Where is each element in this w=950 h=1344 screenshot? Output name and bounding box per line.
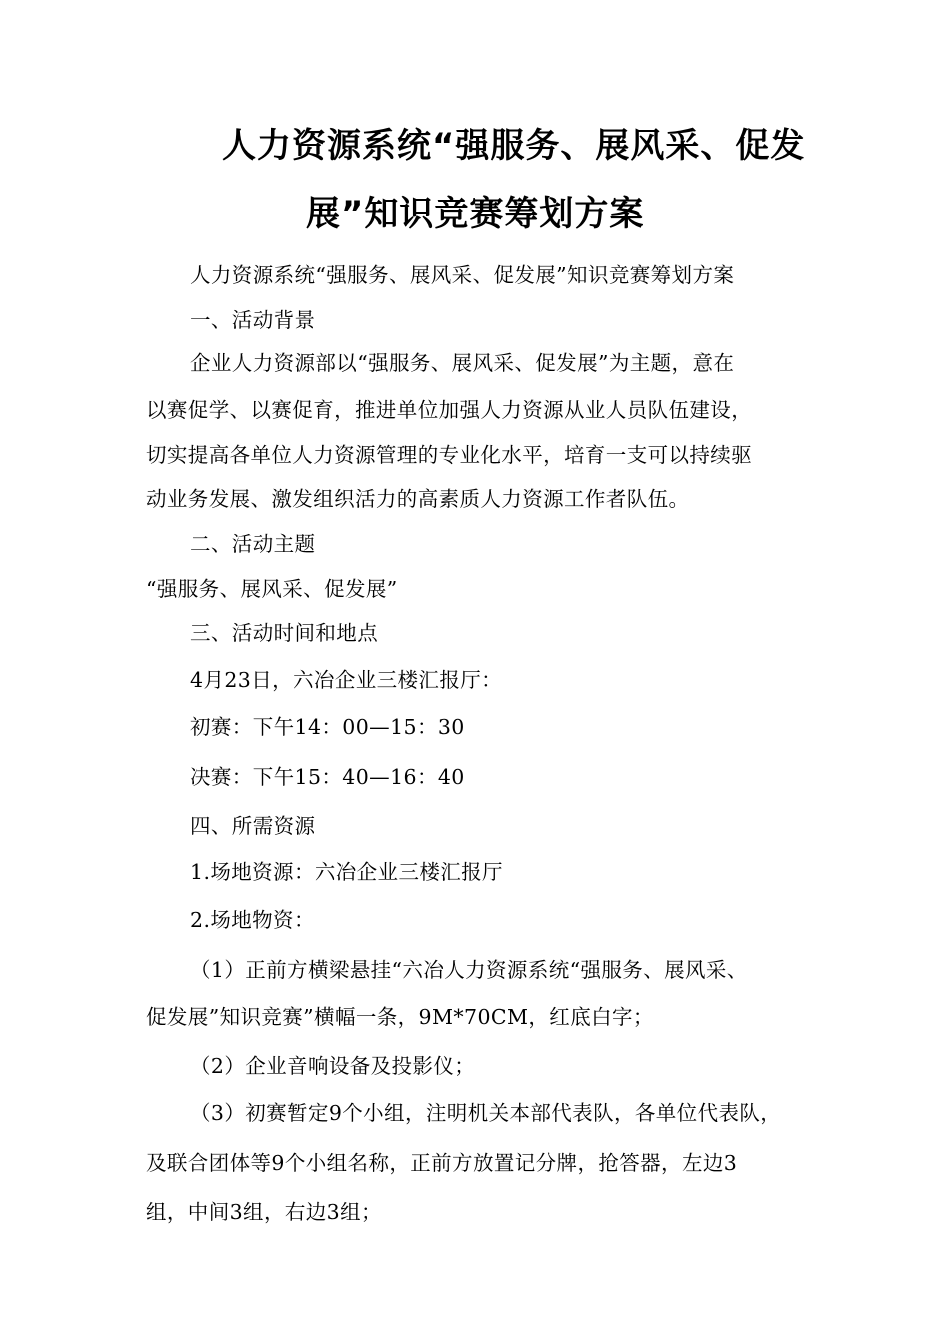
- section-heading-resources: 四、所需资源: [190, 814, 316, 838]
- subtitle-line: 人力资源系统“强服务、展风采、促发展”知识竞赛筹划方案: [190, 263, 735, 287]
- document-title-line-2: 展”知识竞赛筹划方案: [306, 194, 645, 234]
- date-location-line: 4月23日，六冶企业三楼汇报厅：: [190, 668, 503, 692]
- list-item: （3）初赛暂定9个小组，注明机关本部代表队，各单位代表队，: [190, 1101, 782, 1125]
- section-heading-theme: 二、活动主题: [190, 532, 316, 556]
- list-item-continuation: 组，中间3组，右边3组；: [146, 1200, 382, 1224]
- list-item: 1.场地资源：六冶企业三楼汇报厅: [190, 860, 503, 884]
- preliminary-time-line: 初赛：下午14：00—15：30: [190, 715, 465, 739]
- list-item: 2.场地物资：: [190, 908, 315, 932]
- section-heading-background: 一、活动背景: [190, 308, 316, 332]
- paragraph-line: 企业人力资源部以“强服务、展风采、促发展”为主题，意在: [190, 351, 735, 375]
- paragraph-line: 动业务发展、激发组织活力的高素质人力资源工作者队伍。: [146, 487, 690, 511]
- paragraph-line: 以赛促学、以赛促育，推进单位加强人力资源从业人员队伍建设，: [146, 398, 753, 422]
- section-heading-time-place: 三、活动时间和地点: [190, 621, 379, 645]
- list-item-continuation: 及联合团体等9个小组名称，正前方放置记分牌，抢答器，左边3: [146, 1151, 738, 1175]
- paragraph-line: 切实提高各单位人力资源管理的专业化水平，培育一支可以持续驱: [146, 443, 753, 467]
- document-title-line-1: 人力资源系统“强服务、展风采、促发: [222, 126, 806, 166]
- theme-text: “强服务、展风采、促发展”: [146, 577, 398, 601]
- list-item: （1）正前方横梁悬挂“六冶人力资源系统“强服务、展风采、: [190, 958, 748, 982]
- list-item: （2）企业音响设备及投影仪；: [190, 1054, 476, 1078]
- final-time-line: 决赛：下午15：40—16：40: [190, 765, 465, 789]
- list-item-continuation: 促发展”知识竞赛”横幅一条，9M*70CM，红底白字；: [146, 1005, 654, 1029]
